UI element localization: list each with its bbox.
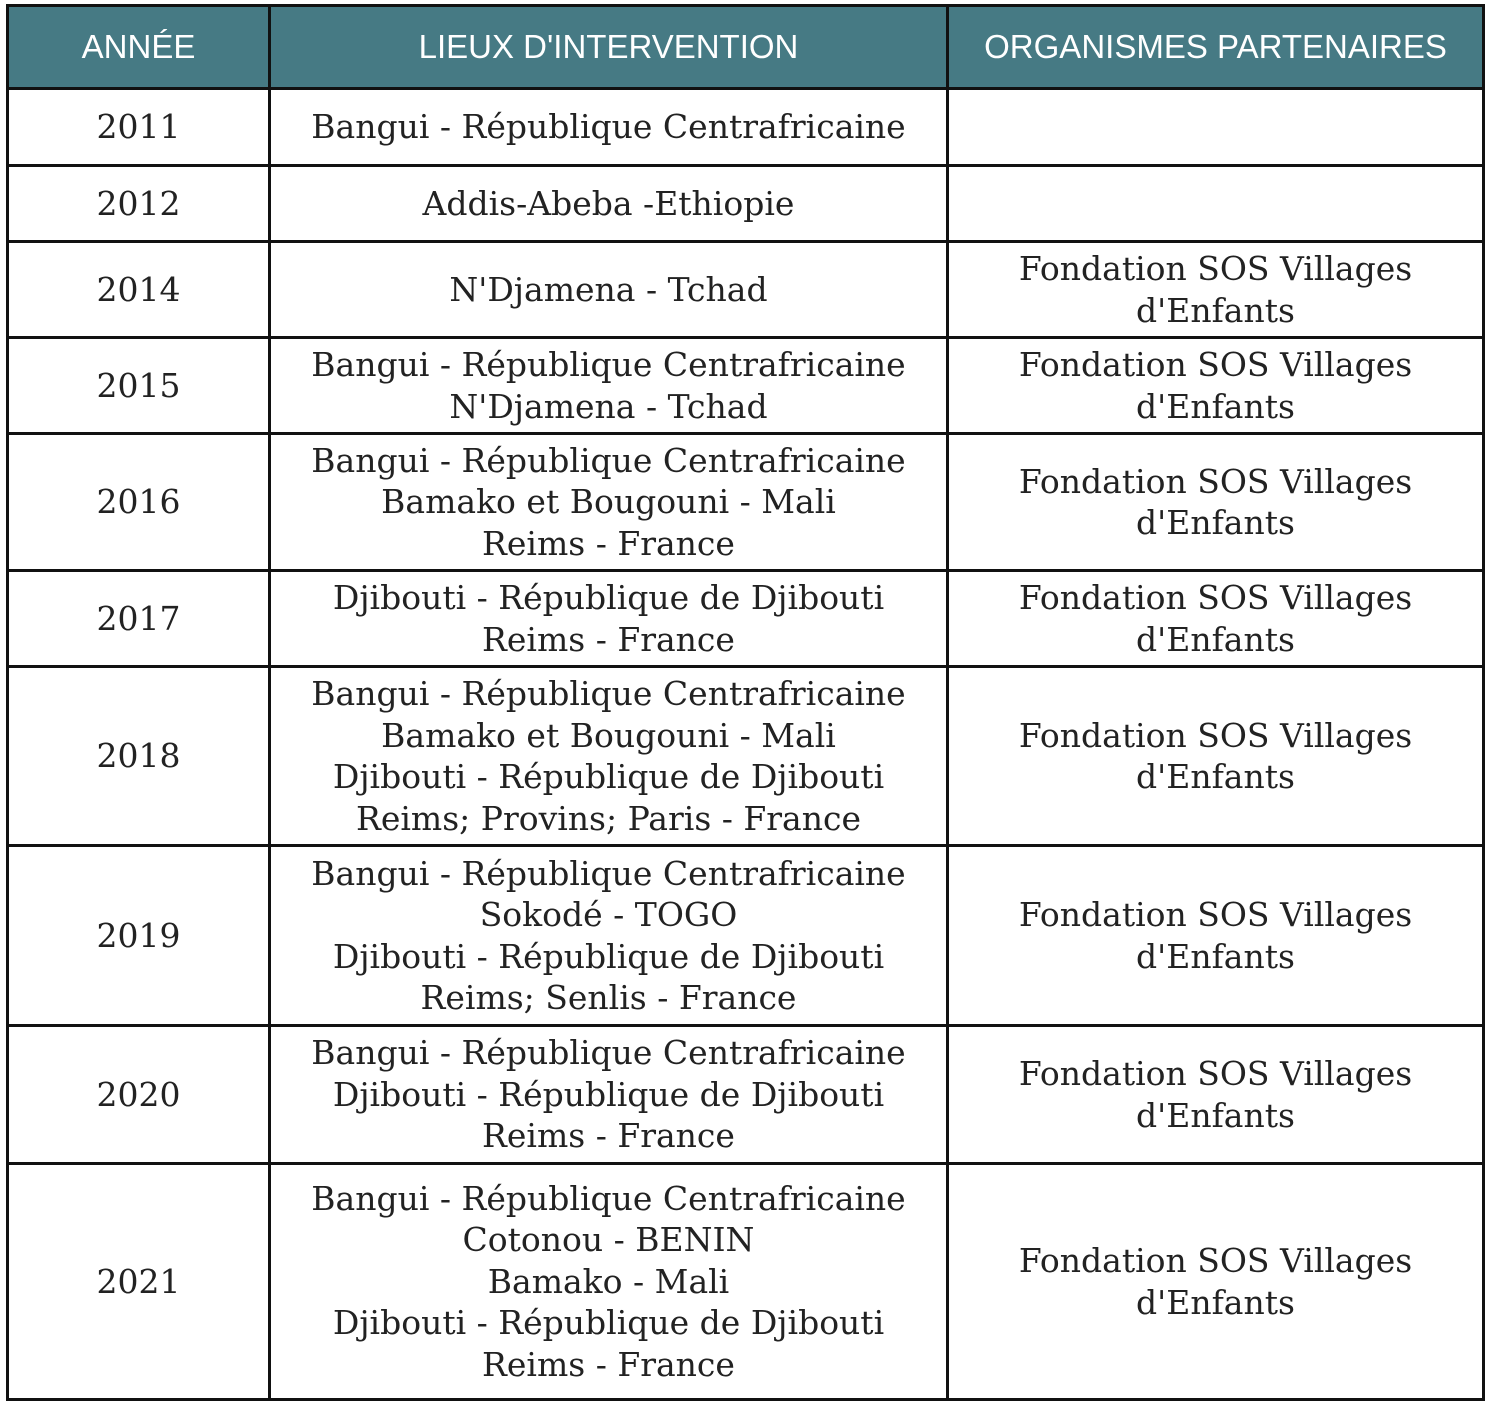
partner-cell (948, 667, 1484, 846)
year-cell: 2021 (8, 1164, 270, 1400)
places-cell (270, 667, 948, 846)
partner-line: Fondation SOS Villages (1018, 1241, 1413, 1280)
place-line: Bangui - République Centrafricaine (311, 1178, 906, 1218)
partner-line: d'Enfants (1136, 386, 1295, 426)
place-line: Addis-Abeba -Ethiopie (422, 183, 795, 223)
place-line: Reims - France (482, 1344, 735, 1384)
places-cell (270, 166, 948, 242)
year-cell: 2011 (8, 89, 270, 166)
place-line: Sokodé - TOGO (479, 895, 738, 934)
year-cell: 2020 (8, 1026, 270, 1164)
table-row (8, 338, 1484, 434)
partner-cell (948, 846, 1484, 1026)
partner-line: d'Enfants (1136, 290, 1295, 330)
place-line: Bangui - République Centrafricaine (311, 1033, 906, 1073)
partner-cell (948, 1026, 1484, 1164)
table-row (8, 1164, 1484, 1400)
place-line: Cotonou - BENIN (462, 1220, 755, 1260)
partner-line: Fondation SOS Villages (1018, 578, 1413, 617)
place-line: Bamako - Mali (487, 1261, 730, 1301)
partner-cell (948, 166, 1484, 242)
place-line: Bangui - République Centrafricaine (311, 853, 906, 893)
year-cell: 2016 (8, 434, 270, 571)
header-lieux: LIEUX D'INTERVENTION (270, 6, 948, 89)
partner-line: d'Enfants (1136, 1282, 1295, 1322)
place-line: Reims; Provins; Paris - France (355, 798, 861, 838)
interventions-table (6, 4, 1485, 1401)
year-cell: 2019 (8, 846, 270, 1026)
table-row (8, 1026, 1484, 1164)
places-cell (270, 571, 948, 667)
places-cell (270, 434, 948, 571)
place-line: Djibouti - République de Djibouti (332, 1074, 885, 1114)
place-line: Reims; Senlis - France (420, 978, 797, 1017)
place-line: Reims - France (482, 1116, 735, 1156)
partner-line: Fondation SOS Villages (1018, 461, 1413, 501)
places-cell (270, 1026, 948, 1164)
partner-line: d'Enfants (1136, 619, 1295, 659)
table-row (8, 846, 1484, 1026)
place-line: Bamako et Bougouni - Mali (381, 715, 836, 755)
place-line: Bangui - République Centrafricaine (311, 107, 906, 147)
year-cell: 2012 (8, 166, 270, 242)
partner-line: Fondation SOS Villages (1018, 895, 1413, 934)
partner-line: d'Enfants (1136, 757, 1295, 796)
place-line: Djibouti - République de Djibouti (332, 1303, 885, 1343)
places-cell (270, 1164, 948, 1400)
partner-cell (948, 338, 1484, 434)
partner-cell (948, 434, 1484, 571)
partner-line: d'Enfants (1136, 1095, 1295, 1135)
table-row (8, 166, 1484, 242)
partner-cell (948, 571, 1484, 667)
header-row (8, 6, 1484, 89)
places-cell (270, 338, 948, 434)
header-organismes: ORGANISMES PARTENAIRES (948, 6, 1484, 89)
partner-line: d'Enfants (1136, 936, 1295, 976)
places-cell (270, 89, 948, 166)
places-cell (270, 846, 948, 1026)
place-line: Djibouti - République de Djibouti (332, 936, 885, 976)
place-line: Reims - France (482, 619, 735, 659)
year-cell: 2018 (8, 667, 270, 846)
year-cell: 2014 (8, 242, 270, 338)
partner-cell (948, 242, 1484, 338)
place-line: N'Djamena - Tchad (449, 386, 768, 426)
table-row (8, 571, 1484, 667)
place-line: Djibouti - République de Djibouti (332, 578, 885, 617)
table-row (8, 89, 1484, 166)
partner-line: d'Enfants (1136, 503, 1295, 542)
header-annee: ANNÉE (8, 6, 270, 89)
place-line: Djibouti - République de Djibouti (332, 757, 885, 796)
partner-cell (948, 1164, 1484, 1400)
table-body (8, 89, 1484, 1400)
partner-line: Fondation SOS Villages (1018, 249, 1413, 288)
partner-line: Fondation SOS Villages (1018, 1054, 1413, 1093)
table-row (8, 242, 1484, 338)
place-line: Bangui - République Centrafricaine (311, 440, 906, 480)
place-line: Bamako et Bougouni - Mali (381, 482, 836, 522)
place-line: Bangui - République Centrafricaine (311, 345, 906, 384)
partner-cell (948, 89, 1484, 166)
year-cell: 2017 (8, 571, 270, 667)
table-row (8, 434, 1484, 571)
place-line: Reims - France (482, 523, 735, 563)
year-cell: 2015 (8, 338, 270, 434)
table-header (8, 6, 1484, 89)
places-cell (270, 242, 948, 338)
place-line: Bangui - République Centrafricaine (311, 674, 906, 713)
partner-line: Fondation SOS Villages (1018, 715, 1413, 755)
place-line: N'Djamena - Tchad (449, 269, 768, 309)
table-row (8, 667, 1484, 846)
partner-line: Fondation SOS Villages (1018, 345, 1413, 384)
